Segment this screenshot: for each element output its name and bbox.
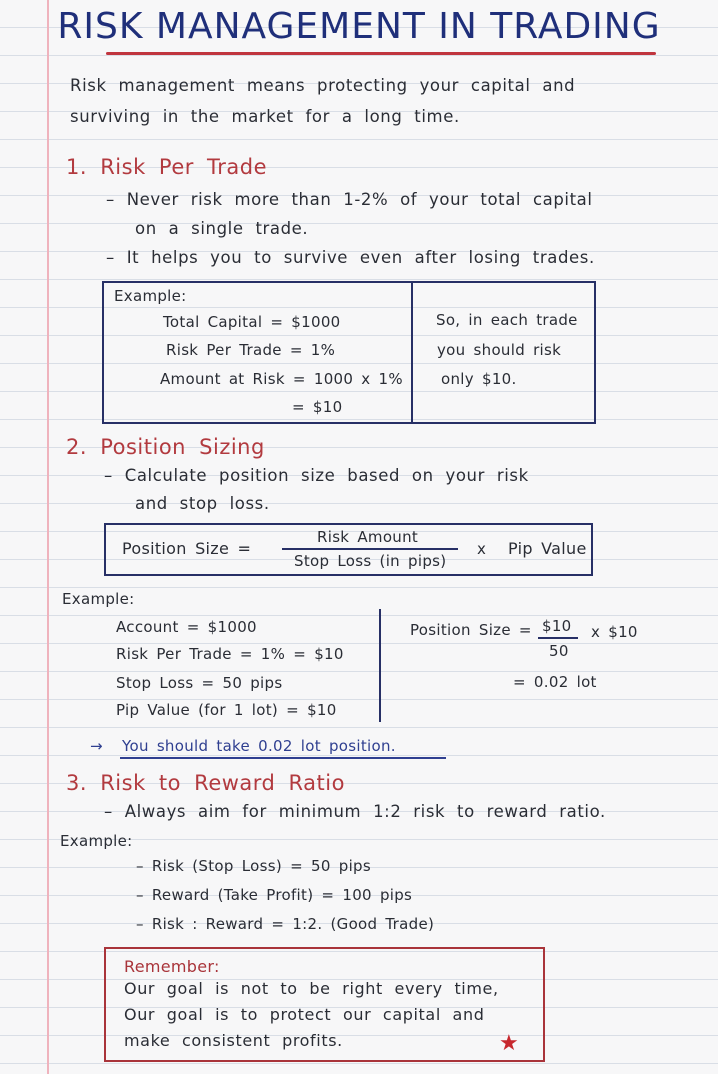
section-1-example-line-3: Amount at Risk = 1000 x 1% <box>160 370 403 388</box>
star-icon: ★ <box>499 1031 519 1056</box>
section-1-example-label: Example: <box>114 287 187 305</box>
section-3-example-line-1: – Risk (Stop Loss) = 50 pips <box>136 857 371 875</box>
section-1-example-right-1: So, in each trade <box>436 311 578 329</box>
section-1-example-line-2: Risk Per Trade = 1% <box>166 341 336 359</box>
formula-numerator: Risk Amount <box>317 528 419 546</box>
section-2-conclusion: You should take 0.02 lot position. <box>122 737 396 755</box>
section-3-bullet: – Always aim for minimum 1:2 risk to reward ratio. <box>104 802 606 821</box>
formula-denominator: Stop Loss (in pips) <box>294 552 447 570</box>
notebook-margin-line <box>47 0 49 1074</box>
section-2-example-line-3: Stop Loss = 50 pips <box>116 674 283 692</box>
section-1-bullet-1-line-2: on a single trade. <box>135 219 309 238</box>
remember-label: Remember: <box>124 957 220 976</box>
page-title: RISK MANAGEMENT IN TRADING <box>57 6 661 47</box>
formula-fraction-bar <box>282 548 458 550</box>
calc-denominator: 50 <box>549 642 569 660</box>
formula-times: x <box>477 540 487 558</box>
section-2-example-divider <box>379 609 381 722</box>
formula-rhs: Pip Value <box>508 539 587 558</box>
title-underline <box>106 52 656 55</box>
calc-numerator: $10 <box>542 617 572 635</box>
intro-line-1: Risk management means protecting your capital and <box>70 76 576 95</box>
section-1-example-line-1: Total Capital = $1000 <box>163 313 341 331</box>
section-2-bullet-line-1: – Calculate position size based on your risk <box>104 466 529 485</box>
section-2-bullet-line-2: and stop loss. <box>135 494 270 513</box>
remember-line-1: Our goal is not to be right every time, <box>124 979 499 998</box>
section-2-example-line-2: Risk Per Trade = 1% = $10 <box>116 645 344 663</box>
section-1-example-line-4: = $10 <box>292 398 343 416</box>
calc-result: = 0.02 lot <box>513 673 597 691</box>
section-3-example-label: Example: <box>60 832 133 850</box>
section-1-example-right-2: you should risk <box>437 341 562 359</box>
section-1-example-divider <box>411 281 413 424</box>
remember-line-3: make consistent profits. <box>124 1031 343 1050</box>
section-1-heading: 1. Risk Per Trade <box>66 155 268 179</box>
section-2-example-label: Example: <box>62 590 135 608</box>
conclusion-arrow-icon: → <box>90 737 103 755</box>
formula-lhs: Position Size = <box>122 539 252 558</box>
conclusion-underline <box>120 757 446 759</box>
section-3-example-line-2: – Reward (Take Profit) = 100 pips <box>136 886 413 904</box>
section-1-example-right-3: only $10. <box>441 370 517 388</box>
section-1-bullet-1-line-1: – Never risk more than 1-2% of your total capital <box>106 190 593 209</box>
section-1-bullet-2: – It helps you to survive even after losing trades. <box>106 248 595 267</box>
intro-line-2: surviving in the market for a long time. <box>70 107 460 126</box>
section-2-example-line-1: Account = $1000 <box>116 618 257 636</box>
section-3-heading: 3. Risk to Reward Ratio <box>66 771 345 795</box>
section-3-example-line-3: – Risk : Reward = 1:2. (Good Trade) <box>136 915 435 933</box>
calc-lhs: Position Size = <box>410 621 532 639</box>
calc-fraction-bar <box>538 637 578 639</box>
section-2-example-line-4: Pip Value (for 1 lot) = $10 <box>116 701 337 719</box>
section-2-heading: 2. Position Sizing <box>66 435 265 459</box>
remember-line-2: Our goal is to protect our capital and <box>124 1005 485 1024</box>
calc-multiplier: x $10 <box>591 623 638 641</box>
